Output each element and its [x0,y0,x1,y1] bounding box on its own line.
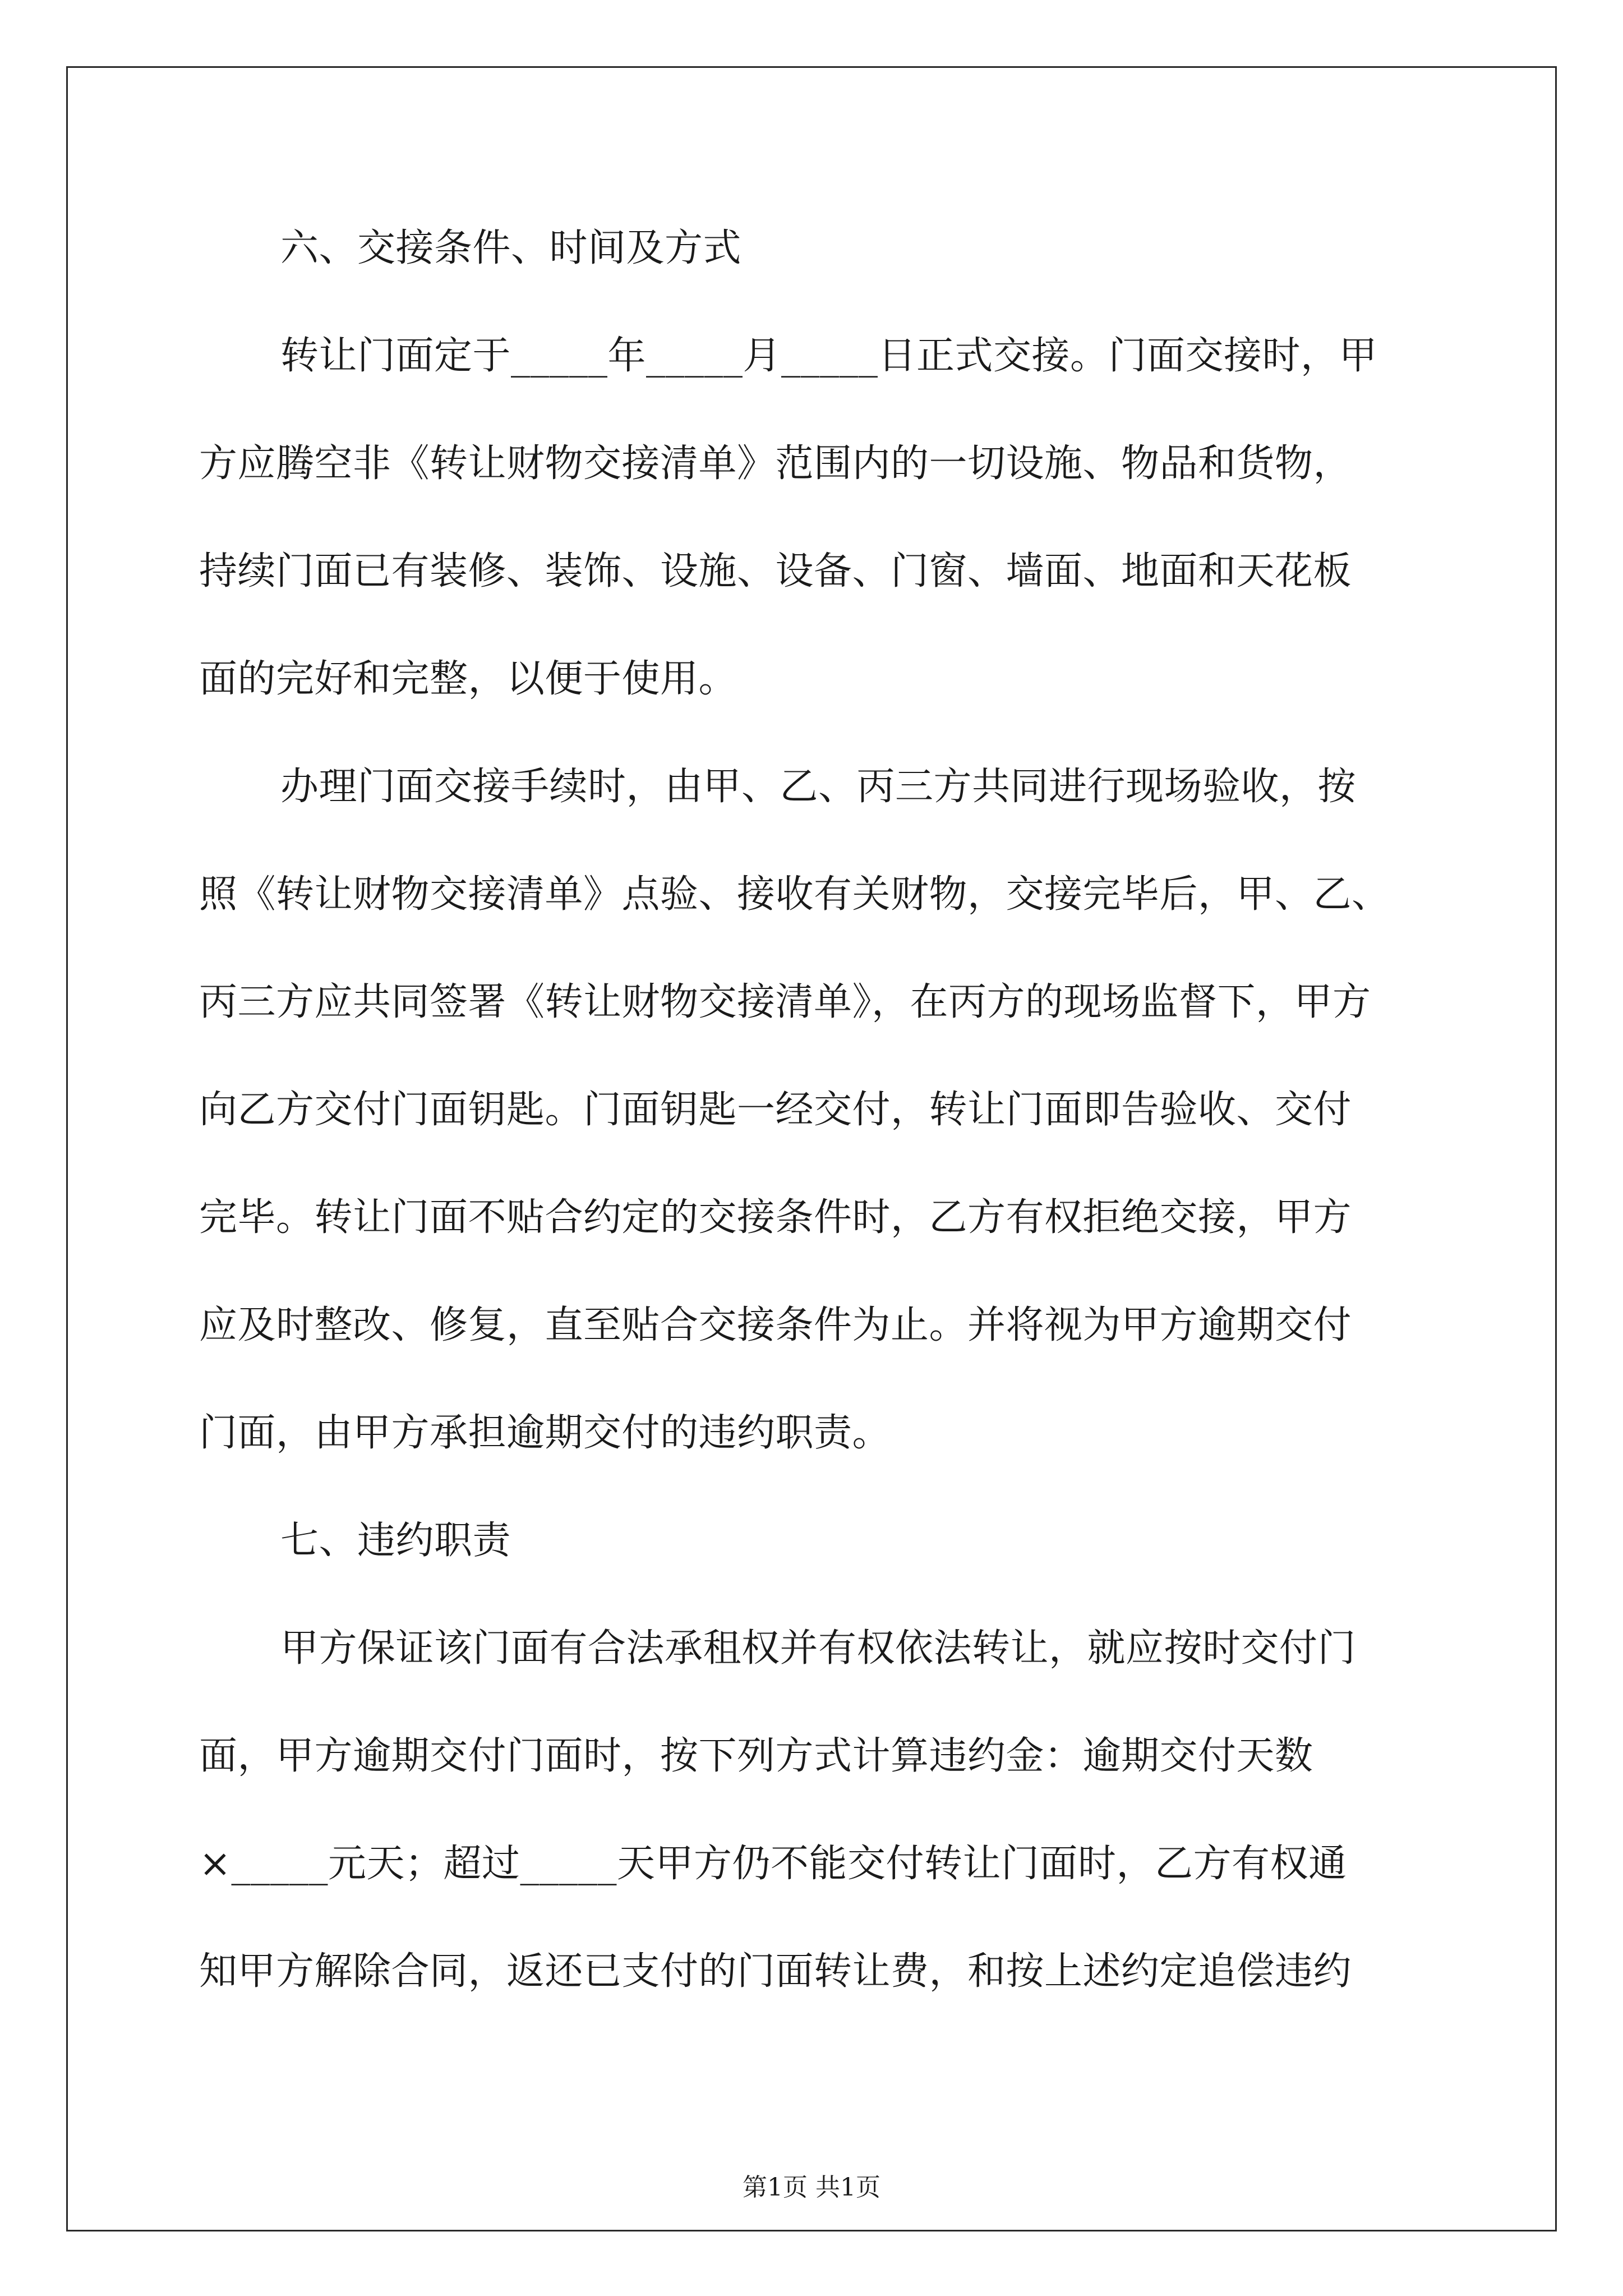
page-border [66,66,1557,2231]
paragraph-line: 向乙方交付门面钥匙。门面钥匙一经交付，转让门面即告验收、交付 [199,1088,1352,1132]
paragraph-line: 甲方保证该门面有合法承租权并有权依法转让，就应按时交付门 [280,1626,1357,1671]
paragraph-line: 面，甲方逾期交付门面时，按下列方式计算违约金：逾期交付天数 [199,1734,1313,1778]
paragraph-line: 面的完好和完整，以便于使用。 [199,657,737,701]
paragraph-line: 知甲方解除合同，返还已支付的门面转让费，和按上述约定追偿违约 [199,1949,1352,1994]
paragraph-line: 应及时整改、修复，直至贴合交接条件为止。并将视为甲方逾期交付 [199,1303,1352,1347]
paragraph-line: 方应腾空非《转让财物交接清单》范围内的一切设施、物品和货物， [199,441,1352,486]
paragraph-line: 持续门面已有装修、装饰、设施、设备、门窗、墙面、地面和天花板 [199,549,1352,593]
paragraph-line: 办理门面交接手续时，由甲、乙、丙三方共同进行现场验收，按 [280,765,1357,809]
paragraph-line: 丙三方应共同签署《转让财物交接清单》，在丙方的现场监督下，甲方 [199,980,1371,1024]
section-heading-6: 六、交接条件、时间及方式 [280,226,742,270]
paragraph-line: 门面，由甲方承担逾期交付的违约职责。 [199,1411,891,1455]
paragraph-line: 完毕。转让门面不贴合约定的交接条件时，乙方有权拒绝交接，甲方 [199,1195,1352,1240]
paragraph-line: 照《转让财物交接清单》点验、接收有关财物，交接完毕后，甲、乙、 [199,872,1390,917]
paragraph-line: 转让门面定于_____年_____月_____日正式交接。门面交接时，甲 [280,334,1378,378]
paragraph-line: ×_____元天；超过_____天甲方仍不能交付转让门面时，乙方有权通 [199,1842,1347,1886]
page-footer: 第1页 共1页 [743,2173,880,2202]
section-heading-7: 七、违约职责 [280,1519,511,1563]
